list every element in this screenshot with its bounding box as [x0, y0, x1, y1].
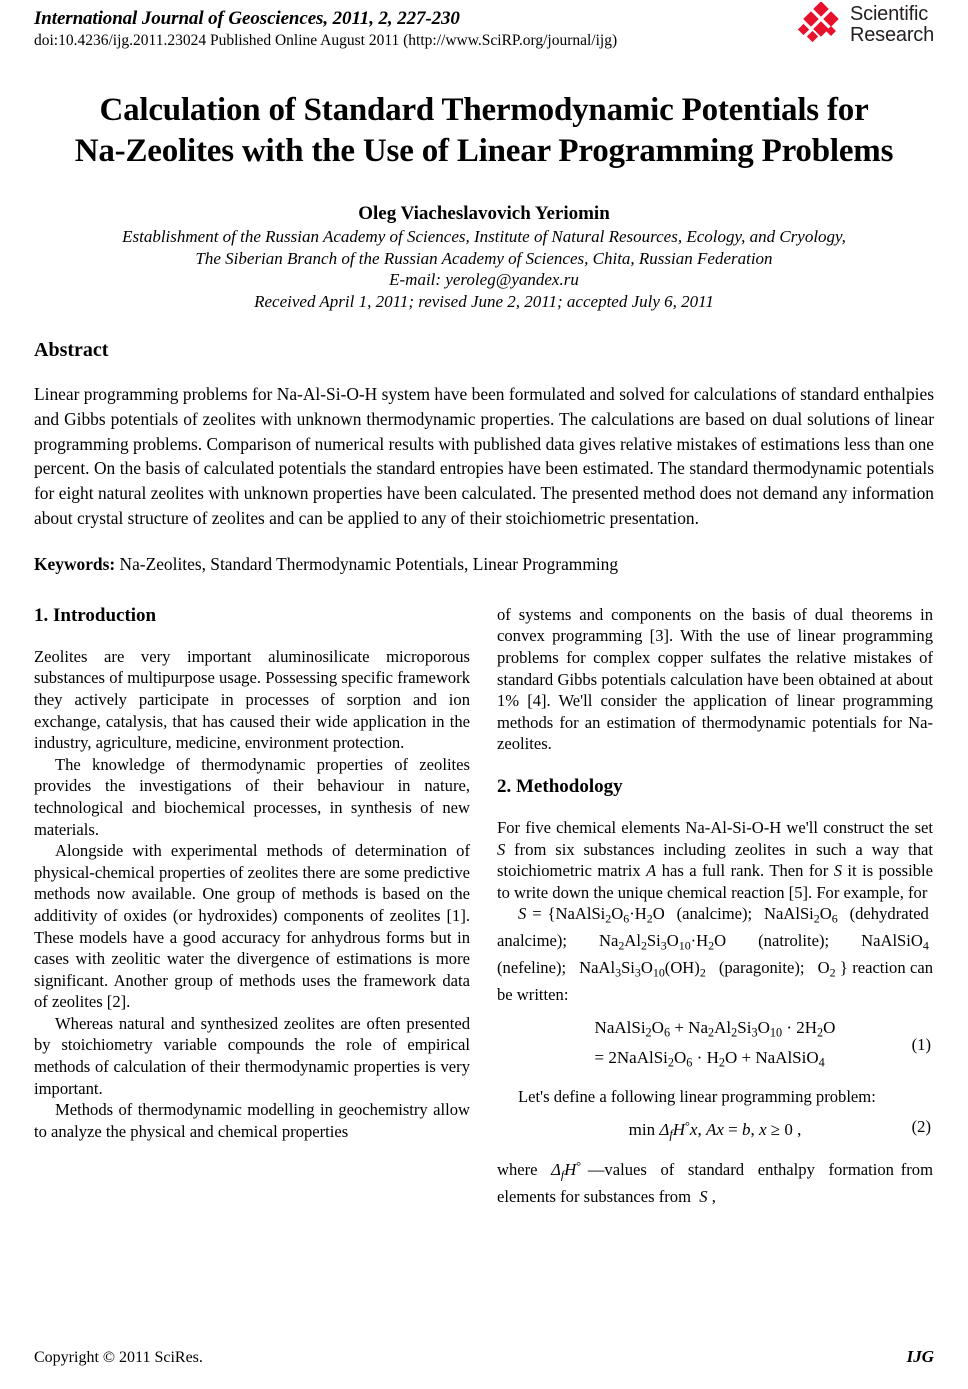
- affiliation-line-1: Establishment of the Russian Academy of Sciences, Institute of Natural Resources, Ecology, and Cryology,: [122, 227, 846, 246]
- body-columns: [34, 604, 934, 1208]
- journal-title: International Journal of Geosciences: [34, 8, 324, 29]
- publisher-name-line2: Research: [850, 24, 934, 46]
- journal-abbreviation: IJG: [906, 1347, 934, 1366]
- math-variable-a: A: [646, 861, 657, 881]
- equation-2-body: $\min \Delta_fH^\circ x$, Ax = b, x ≥ 0 ,: [628, 1119, 802, 1142]
- keywords-text: Na-Zeolites, Standard Thermodynamic Potentials, Linear Programming: [115, 553, 619, 574]
- paragraph: Zeolites are very important aluminosilicate microporous substances of multipurpose usage. Possessing specific framework they actively participate in processes of sorption and ion exchange, catalysis, that has caused their wide application in the industry, agriculture, medicine, environment protection.: [34, 646, 470, 753]
- page-footer: [34, 1347, 934, 1367]
- keywords-label: Keywords:: [34, 553, 116, 574]
- math-variable-s: S: [497, 839, 506, 859]
- affiliation-line-2: The Siberian Branch of the Russian Academy of Sciences, Chita, Russian Federation: [195, 248, 773, 268]
- scientific-research-diamond-icon: [798, 2, 844, 48]
- math-variable-s: S: [833, 861, 842, 881]
- paper-title: [52, 90, 916, 172]
- paragraph: Methods of thermodynamic modelling in geochemistry allow to analyze the physical and chemical properties: [34, 1100, 470, 1141]
- section-heading-introduction: 1. Introduction: [34, 604, 157, 626]
- email-line: E-mail: yeroleg@yandex.ru: [389, 270, 579, 289]
- author-name: Oleg Viacheslavovich Yeriomin: [358, 203, 610, 224]
- email-address: yeroleg@yandex.ru: [445, 270, 579, 289]
- author-block: [34, 202, 934, 312]
- paragraph: [497, 817, 933, 903]
- paragraph: Alongside with experimental methods of determination of physical-chemical properties of zeolites there are some predictive methods now available. One group of methods is based on the additivity of oxides (or hydroxides) components of zeolites [1]. These models have a good accuracy for anhydrous forms but in cases with zeolitic water the divergence of estimations is more significant. Another group of methods uses the framework data of zeolites [2].: [34, 841, 470, 1012]
- right-column: [497, 604, 933, 1208]
- paragraph-fragment: For five chemical elements Na-Al-Si-O-H we'll construct the set: [497, 817, 933, 837]
- publisher-name-line1: Scientific: [850, 3, 929, 25]
- title-block: [34, 90, 934, 172]
- paragraph-fragment: from six substances including zeolites in such a way that stoichiometric matrix: [497, 839, 933, 881]
- left-column: [34, 604, 470, 1208]
- paragraph: Let's define a following linear programming problem:: [518, 1086, 876, 1106]
- paragraph-fragment: has a full rank. Then for: [656, 861, 834, 881]
- journal-volume: , 2011, 2, 227-230: [323, 8, 460, 29]
- paragraph-fragment: it is possible to write down the unique chemical reaction [5]. For example, for: [497, 861, 933, 902]
- publisher-logo: [798, 2, 934, 48]
- publisher-name: [850, 4, 934, 46]
- substance-set-definition: $S = \{NaAlSi_2O_6\cdot H_2O$ (analcime); $NaAlSi_2O_6$ (dehydrated analcime); $Na_2Al_2Si_3O_{10}\cdot H_2O$ (natrolite); NaAlSiO$_4$ (nefeline); $NaAl_3Si_3O_{10}(OH)_2$ (paragonite); $O_2$ } reaction can be written:: [497, 904, 933, 1005]
- math-variable-s: S: [699, 1187, 708, 1207]
- paragraph: Whereas natural and synthesized zeolites are often presented by stoichiometry variable compounds the role of empirical methods of calculation of their thermodynamic properties is very important.: [34, 1013, 470, 1098]
- equation-1-body: [595, 1015, 836, 1076]
- paragraph: of systems and components on the basis of dual theorems in convex programming [3]. With the use of linear programming problems for complex copper sulfates the relative mistakes of standard Gibbs potentials calculation have been obtained at about 1% [4]. We'll consider the application of linear programming methods for an estimation of thermodynamic potentials for Na-zeolites.: [497, 604, 933, 754]
- equation-1-line2: = $2NaAlSi_2O_6 \cdot H_2O$ + NaAlSiO$_4$: [594, 1048, 825, 1070]
- paragraph: where $\Delta_fH^\circ$ —values of standard enthalpy formation from elements for substances from S ,: [497, 1159, 933, 1207]
- paper-title-line2: Na-Zeolites with the Use of Linear Programming Problems: [74, 133, 894, 169]
- doi-line: doi:10.4236/ijg.2011.23024 Published Online August 2011 (http://www.SciRP.org/journal/ijg): [34, 32, 618, 49]
- equation-2: [497, 1116, 933, 1146]
- math-variable-s: S: [518, 904, 527, 924]
- equation-1-number: (1): [911, 1035, 931, 1055]
- section-heading-methodology: 2. Methodology: [497, 775, 623, 797]
- copyright-notice: Copyright © 2011 SciRes.: [34, 1349, 203, 1366]
- page-header: [34, 0, 934, 58]
- equation-1-line1: $NaAlSi_2O_6 + Na_2Al_2Si_3O_{10} \cdot 2H_2O$: [594, 1017, 836, 1040]
- equation-1: [497, 1015, 933, 1076]
- abstract-text: Linear programming problems for Na-Al-Si-O-H system have been formulated and solved for calculations of standard enthalpies and Gibbs potentials of zeolites with unknown thermodynamic properties. The calculations are based on dual solutions of linear programming problems. Comparison of numerical results with published data gives relative mistakes of estimations less than one percent. On the basis of calculated potentials the standard entropies have been estimated. The standard thermodynamic potentials for eight natural zeolites with unknown properties have been calculated. The presented method does not demand any information about crystal structure of zeolites and can be applied to any of their stoichiometric presentation.: [34, 384, 934, 528]
- abstract-heading: Abstract: [34, 339, 109, 361]
- keywords-line: [34, 552, 934, 576]
- submission-dates: Received April 1, 2011; revised June 2, 2011; accepted July 6, 2011: [254, 291, 714, 311]
- paper-title-line1: Calculation of Standard Thermodynamic Potentials for: [99, 92, 869, 128]
- paragraph: The knowledge of thermodynamic properties of zeolites provides the investigations of their behaviour in nature, technological and biochemical processes, in synthesis of new materials.: [34, 754, 470, 839]
- email-label: E-mail: [389, 270, 436, 289]
- equation-2-number: (2): [911, 1117, 931, 1137]
